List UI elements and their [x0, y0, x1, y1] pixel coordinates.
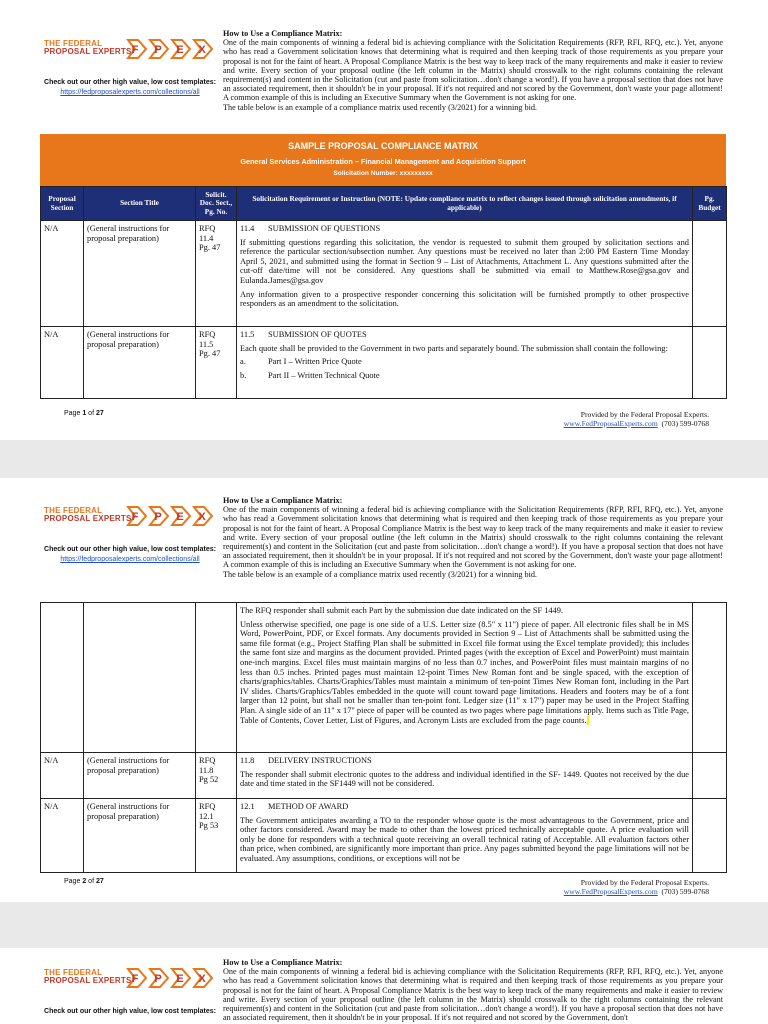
- svg-text:P: P: [154, 511, 162, 523]
- cell-title: (General instructions for proposal preparation): [84, 221, 196, 327]
- page-header: [0, 0, 768, 112]
- svg-text:P: P: [154, 44, 162, 56]
- compliance-matrix-table-continued: [40, 602, 727, 873]
- footer-credit: Provided by the Federal Proposal Experts. www.FedProposalExperts.com (703) 599-0768: [563, 878, 709, 896]
- cell-section: N/A: [41, 799, 84, 873]
- logo-p-chevron-icon: [148, 505, 170, 527]
- howto-body: One of the main components of winning a federal bid is achieving compliance with the Solicitation Requirements (RFP, RFI, RFQ, etc.). Yet, anyone who has read a Government solicitation knows that determining what is required and then keeping track of those requirements as you prepare your proposal is not for the faint of heart. A Proposal Compliance Matrix is the best way to keep track of the many requirements and make it easier to review and write. Every section of your proposal outline (the left column in the Matrix) should crosswalk to the right columns containing the relevant requirement(s) and content in the Solicitation (cut and paste from solicitation…don't change a word!). If you have a proposal section that does not have an associated requirement, then it shouldn't be in your proposal. If it's not required and not scored by the Government, don't waste your page allotment! A common example of this is including an Executive Summary when the Government is not asking for one.: [223, 38, 723, 103]
- list-item: b. Part II – Written Technical Quote: [240, 370, 380, 380]
- logo-e-chevron-icon: [170, 967, 192, 989]
- page-number: Page 2 of 27: [64, 878, 104, 885]
- svg-text:F: F: [131, 973, 139, 985]
- requirement-paragraph: The RFQ responder shall submit each Part by the submission due date indicated on the SF 1449.: [240, 606, 564, 615]
- page-3: [0, 948, 768, 1024]
- footer-credit: Provided by the Federal Proposal Experts. www.FedProposalExperts.com (703) 599-0768: [563, 410, 709, 428]
- logo-wordmark: THE FEDERAL PROPOSAL EXPERTS: [44, 506, 132, 523]
- cell-section: N/A: [41, 753, 84, 799]
- requirement-paragraph: Unless otherwise specified, one page is one side of a U.S. Letter size (8.5" x 11") piece of paper. All electronic files shall be in MS Word, PowerPoint, PDF, or Excel formats. Any documents provided in Section 9 – List of Attachments shall be submitted using the same file format (e.g., Project Staffing Plan shall be submitted in Excel file format using the Excel template provided); this includes the same font size and margins as the document provided. Printed pages (with the exception of Excel and PowerPoint) must maintain one-inch margins. Excel files must maintain margins of no less than 0.7 inches, and PowerPoint files must maintain margins of no less than 0.5 inches. Printed pages must maintain 12-point Times New Roman font and be single spaced, with the exception of charts/graphics/tables. Charts/Graphics/Tables must maintain a minimum of ten-point Times New Roman font, including in the Part IV slides. Charts/Graphics/Tables embedded in the quote will count toward page limitations. Headers and footers may be of a font larger than 12 point, but shall not be smaller than ten-point font. Ledger size (11" x 17") paper may be used in the Project Staffing Plan. A single side of an 11" x 17" piece of paper will be counted as two pages where page limitations apply. Items such as Title Page, Table of Contents, Cover Letter, List of Figures, and Acronym Lists are excluded from the page counts.: [240, 619, 689, 725]
- cell-section: N/A: [41, 327, 84, 399]
- cell-reference: [196, 603, 237, 753]
- logo-wordmark: THE FEDERAL PROPOSAL EXPERTS: [44, 39, 132, 56]
- cell-reference: RFQ 11.8 Pg 52: [196, 753, 237, 799]
- fpex-logo: [44, 38, 216, 64]
- cell-requirement: [237, 753, 693, 799]
- cell-section: [41, 603, 84, 753]
- logo-x-chevron-icon: [192, 38, 214, 60]
- banner-title: SAMPLE PROPOSAL COMPLIANCE MATRIX: [288, 141, 478, 151]
- cell-title: (General instructions for proposal preparation): [84, 799, 196, 873]
- howto-last: The table below is an example of a compliance matrix used recently (3/2021) for a winning bid.: [223, 102, 537, 112]
- footer-site-link[interactable]: www.FedProposalExperts.com: [563, 419, 658, 428]
- logo-e-chevron-icon: [170, 505, 192, 527]
- svg-text:X: X: [198, 511, 206, 523]
- banner-subtitle: General Services Administration – Financial Management and Acquisition Support: [240, 157, 526, 166]
- promo-block: Check out our other high value, low cost templates: https://fedproposalexperts.com/collections/all: [44, 546, 216, 563]
- cell-budget: [693, 753, 727, 799]
- howto-title: How to Use a Compliance Matrix:: [223, 29, 343, 38]
- page-number: Page 1 of 27: [64, 410, 104, 417]
- logo-wordmark: THE FEDERAL PROPOSAL EXPERTS: [44, 968, 132, 985]
- table-row: [41, 221, 727, 327]
- requirement-paragraph: The responder shall submit electronic quotes to the address and individual identified in the SF- 1449. Quotes not received by the due date and time stated in the SF1449 will not be considered.: [240, 769, 689, 789]
- fpex-logo: [44, 967, 216, 993]
- logo-x-chevron-icon: [192, 505, 214, 527]
- header-solicit-ref: Solicit. Doc. Sect., Pg. No.: [196, 187, 237, 221]
- logo-p-chevron-icon: [148, 967, 170, 989]
- page-header: [0, 467, 768, 579]
- header-page-budget: Pg. Budget: [693, 187, 727, 221]
- cell-requirement: [237, 221, 693, 327]
- page-2: [0, 478, 768, 902]
- cell-reference: RFQ 11.4 Pg. 47: [196, 221, 237, 327]
- table-header-row: [41, 187, 727, 221]
- banner-solicitation: Solicitation Number: xxxxxxxxx: [333, 170, 433, 177]
- cell-reference: RFQ 11.5 Pg. 47: [196, 327, 237, 399]
- cell-budget: [693, 327, 727, 399]
- list-item: a. Part I – Written Price Quote: [240, 357, 362, 367]
- requirement-heading: 11.4 SUBMISSION OF QUESTIONS: [240, 224, 381, 233]
- table-row: [41, 603, 727, 753]
- requirement-heading: 11.8 DELIVERY INSTRUCTIONS: [240, 756, 372, 765]
- cell-reference: RFQ 12.1 Pg 53: [196, 799, 237, 873]
- requirement-paragraph: Any information given to a prospective responder concerning this solicitation will be furnished promptly to other prospective responders as an amendment to the solicitation.: [240, 289, 689, 309]
- svg-text:X: X: [198, 44, 206, 56]
- requirement-paragraph: The Government anticipates awarding a TO to the responder whose quote is the most advantageous to the Government, price and other factors considered. Award may be made to other than the lowest priced technically acceptable quote. A price evaluation will only be done for responders with a technical quote receiving an overall technical rating of Acceptable. All evaluation factors other than price, when combined, are significantly more important than price. Any pages submitted beyond the page limitations will not be evaluated. Any assumptions, conditions, or exceptions will not be: [240, 815, 689, 863]
- cell-budget: [693, 221, 727, 327]
- howto-text: [223, 29, 723, 112]
- cell-requirement: [237, 603, 693, 753]
- logo-f-chevron-icon: [126, 505, 148, 527]
- compliance-matrix-table: [40, 186, 727, 399]
- howto-text: How to Use a Compliance Matrix: One of the main components of winning a federal bid is achieving compliance with the Solicitation Requirements (RFP, RFI, RFQ, etc.). Yet, anyone who has read a Government solicitation knows that determining what is required and then keeping track of those requirements as you prepare your proposal is not for the faint of heart. A Proposal Compliance Matrix is the best way to keep track of the many requirements and make it easier to review and write. Every section of your proposal outline (the left column in the Matrix) should crosswalk to the right columns containing the relevant requirement(s) and content in the Solicitation (cut and paste from solicitation…don't change a word!). If you have a proposal section that does not have an associated requirement, then it shouldn't be in your proposal. If it's not required and not scored by the Government, don't: [223, 958, 723, 1023]
- requirement-paragraph: If submitting questions regarding this solicitation, the vendor is requested to submit them grouped by solicitation sections and reference the particular section/subsection number. Any questions must be received no later than 2:00 PM Eastern Time Monday April 5, 2021, and submitted using the format in Section 9 – List of Attachments, Attachment L. Any questions submitted after the cut-off date/time will not be considered. Any questions shall be submitted via email to Matthew.Rose@gsa.gov and Eulanda.James@gsa.gov: [240, 237, 689, 285]
- requirement-heading: 11.5 SUBMISSION OF QUOTES: [240, 330, 367, 339]
- logo-f-chevron-icon: [126, 38, 148, 60]
- fpex-logo: [44, 505, 216, 531]
- cell-section: N/A: [41, 221, 84, 327]
- svg-text:P: P: [154, 973, 162, 985]
- table-row: [41, 799, 727, 873]
- table-row: [41, 753, 727, 799]
- svg-text:E: E: [176, 511, 184, 523]
- page-header: [0, 929, 768, 1024]
- logo-p-chevron-icon: [148, 38, 170, 60]
- matrix-banner: [40, 134, 726, 186]
- logo-f-chevron-icon: [126, 967, 148, 989]
- footer-site-link[interactable]: www.FedProposalExperts.com: [563, 887, 658, 896]
- svg-text:F: F: [131, 511, 139, 523]
- logo-x-chevron-icon: [192, 967, 214, 989]
- requirement-paragraph: Each quote shall be provided to the Government in two parts and separately bound. The submission shall contain the following:: [240, 343, 668, 353]
- svg-text:E: E: [176, 44, 184, 56]
- howto-text: How to Use a Compliance Matrix: One of the main components of winning a federal bid is achieving compliance with the Solicitation Requirements (RFP, RFI, RFQ, etc.). Yet, anyone who has read a Government solicitation knows that determining what is required and then keeping track of those requirements as you prepare your proposal is not for the faint of heart. A Proposal Compliance Matrix is the best way to keep track of the many requirements and make it easier to review and write. Every section of your proposal outline (the left column in the Matrix) should crosswalk to the right columns containing the relevant requirement(s) and content in the Solicitation (cut and paste from solicitation…don't change a word!). If you have a proposal section that does not have an associated requirement, then it shouldn't be in your proposal. If it's not required and not scored by the Government, don't waste your page allotment! A common example of this is including an Executive Summary when the Government is not asking for one. The table below is an example of a compliance matrix used recently (3/2021) for a winning bid.: [223, 496, 723, 579]
- cell-requirement: [237, 327, 693, 399]
- promo-link[interactable]: https://fedproposalexperts.com/collections/all: [60, 89, 200, 96]
- page-1: [0, 0, 768, 440]
- cell-budget: [693, 799, 727, 873]
- cell-requirement: [237, 799, 693, 873]
- header-proposal-section: Proposal Section: [41, 187, 84, 221]
- svg-text:F: F: [131, 44, 139, 56]
- cell-title: (General instructions for proposal preparation): [84, 327, 196, 399]
- requirement-heading: 12.1 METHOD OF AWARD: [240, 802, 349, 811]
- svg-text:E: E: [176, 973, 184, 985]
- cell-title: (General instructions for proposal preparation): [84, 753, 196, 799]
- promo-block: [44, 78, 216, 97]
- header-requirement: Solicitation Requirement or Instruction (NOTE: Update compliance matrix to reflect changes issued through solicitation amendments, if applicable): [237, 187, 693, 221]
- table-row: [41, 327, 727, 399]
- promo-block: Check out our other high value, low cost templates:: [44, 1008, 216, 1015]
- logo-e-chevron-icon: [170, 38, 192, 60]
- cell-title: [84, 603, 196, 753]
- promo-text: Check out our other high value, low cost templates:: [44, 79, 216, 86]
- promo-link[interactable]: https://fedproposalexperts.com/collections/all: [60, 556, 200, 563]
- cell-budget: [693, 603, 727, 753]
- svg-text:X: X: [198, 973, 206, 985]
- header-section-title: Section Title: [84, 187, 196, 221]
